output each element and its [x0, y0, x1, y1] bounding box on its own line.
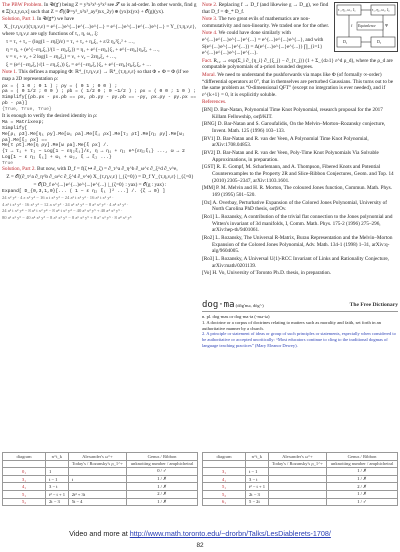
- reference-item: [Ro1] L. Rozansky, A contribution of the trivial flat connection to the Jones polynomial and Witten's invariant of 3d manifolds, I, Comm. Math. Phys. 175-2 (1996) 275–296, arXiv:hep-th/9401061.: [202, 214, 393, 234]
- table-row: [203, 475, 398, 483]
- fact-paragraph: [202, 58, 398, 71]
- genus-ribbon-cell: 1 / ✗: [327, 475, 398, 483]
- equation-eta: η = η₁ + (e^{−εη₂ξ₁}/(1 − εη₂ξ₁)) = η₁ + e^{−εη₂}ξ₁ + e^{−εη₂}η₂ξ₁ + …,: [6, 46, 160, 53]
- table-subheader: Today's / Rozansky's ρ_1^+: [268, 460, 326, 468]
- table-row: [203, 498, 398, 506]
- references-heading: References.: [202, 99, 227, 106]
- note-2-text: Replacing f → D_f (and likewise g → D_g), we find that D_f = Φ_* D_f.: [202, 2, 329, 15]
- code-output: True: [2, 160, 14, 166]
- equation-xi: ξ = (e^{−εη₂ξ₁}/(1 − εη₂ξ₁)) ξ₂ = e^{−εη₂ξ₁}ξ₂ + e^{−εη₂}η₂ξ₁ξ₂ + …: [6, 61, 152, 68]
- table-header: n^t_k: [246, 453, 269, 461]
- alexander-cell: t² − t + 1: [46, 490, 69, 498]
- table-row: [3, 490, 198, 498]
- equation-z-2: = 𝒪(D_f e^{...}e^{...}e^{...}e^{...} |_{ζ=0} : yax) = 𝒪(g : yax) :: [33, 181, 167, 188]
- diagram-label-f: f: [351, 23, 353, 28]
- equation-where: where τ,η,ν,ε are ugly functions of τ₁, η, ω₁, ξ:: [2, 31, 99, 38]
- table-subheader: [246, 460, 269, 468]
- problem-paragraph: [2, 2, 198, 15]
- diagram-label-middle: Equivalence: [358, 24, 376, 28]
- dictionary-excerpt: [202, 300, 398, 450]
- dictionary-entry-title: [202, 299, 264, 310]
- table-header-row: [203, 453, 398, 461]
- knot-table-left: [2, 452, 198, 506]
- reference-item: [Ro3] L. Rozansky, A Universal U(1)-RCC Invariant of Links and Rationality Conjecture, arXiv:math/0201139.: [202, 256, 389, 269]
- polynomial-line: 24 x² y² · 4 ε x² y² − 16 a t x² y² − 24 a² t x² y² · 16 a³ t x² y² ·: [2, 195, 114, 201]
- table-row: [203, 483, 398, 491]
- alexander-cell: t² − t + 1: [246, 483, 269, 491]
- code-line: Simplify[{ρb.ρx - ρx.ρb == ρx, ρb.ρy - ρy.ρb == -ρy, ρx.ρy - ρy.ρx == ρb - ρa}]: [2, 95, 197, 106]
- code-block-2: [2, 120, 198, 166]
- dictionary-definition-1: 1. A doctrine or a corpus of doctrines relating to matters such as morality and faith, set forth in an authoritative manner by a church.: [202, 319, 381, 331]
- knot-diagram-cell: 3₁: [203, 468, 246, 476]
- table-header-row: [3, 453, 198, 461]
- code-output: {True, True, True}: [2, 106, 52, 112]
- diagram-label-top-left: τ₁, η₁, ω₁, ξ₁: [338, 8, 356, 12]
- genus-ribbon-cell: 1 / ✗: [127, 498, 198, 506]
- code-block-1: [2, 84, 198, 113]
- rho-cell: 5t − 4: [68, 498, 126, 506]
- knot-diagram-cell: 6₁: [203, 498, 246, 506]
- note-1-text: This defines a mapping Φ: ℝ⁴_{τ,η,ν,ε} → ℝ⁴_{τ,η,ν,ε} so that Φ ∘ Φ = Φ (if we map a 2D representation ρ:: [2, 69, 189, 82]
- table-subheader: [203, 460, 246, 468]
- knot-table-right-body: [203, 468, 398, 506]
- table-row: [203, 468, 398, 476]
- right-column: [202, 2, 398, 300]
- knot-diagram-cell: 4₁: [3, 483, 46, 491]
- dictionary-pos: n. pl. dog·mas or dog·ma·ta (-mə-tə): [202, 314, 270, 319]
- alexander-cell: 3 − t: [246, 475, 269, 483]
- diagram-label-d2: D₂: [377, 39, 382, 44]
- table-row: [3, 475, 198, 483]
- genus-ribbon-cell: 1 / ✗: [127, 483, 198, 491]
- polynomial-line: 80 a³ x³ y⁵ − 40 a⁴ x³ y⁵ − 8 a⁵ x³ y⁵ − 8 a⁶ x³ y⁵ + 8 a⁷ x³ y⁵ · 8 a⁸ x³ y⁵: [2, 214, 132, 220]
- knot-table-right: [202, 452, 398, 506]
- rho-cell: [268, 498, 326, 506]
- genus-ribbon-cell: 1 / ✗: [327, 468, 398, 476]
- table-subheader: [46, 460, 69, 468]
- dictionary-headword: dog·ma: [202, 299, 235, 310]
- reference-item: [Oz] A. Overbay, Perturbative Expansion of the Colored Jones Polynomial, University of North Carolina PhD thesis, ωεβ/Ov.: [202, 199, 387, 213]
- note-2-heading: Note 2.: [202, 2, 218, 8]
- rho-cell: [268, 468, 326, 476]
- polynomial-line: 24 a² t x² y⁴ − 8 a³ t x² y⁴ − 8 a⁴ t x² y⁴ − 40 a³ x² y⁵ + 40 a⁴ x³ y⁵ ·: [2, 208, 123, 214]
- problem-text: In 𝒰(𝔤') being Z = y³x²x³·y²x² see 𝒮 so is ad-order. In other words, find g ∈ ℤ[x,t,y,α,x] such that Z = 𝒪((𝒴=y²_x²x²_ay²)xx_2y) ⊕ (yx)x(yx) + 𝒪(g)(yx).: [2, 2, 197, 15]
- proof-text: It is enough to verify the desired identity in ρ:: [2, 112, 98, 119]
- solution-1-paragraph: [2, 16, 198, 23]
- genus-ribbon-cell: 2 / ✗: [327, 483, 398, 491]
- equation-tau: τ = τ₁ + τ₂ − (log(1 − εηξ)/ε) = τ₁ + τ₂ + η₂ξ₁ + ε/2 η₂²ξ₁² + …,: [6, 38, 135, 45]
- table-subheader: Today's / Rozansky's ρ_1^+: [68, 460, 126, 468]
- diagram-label-top-right: τ₂, η₂, ω₂, ξ₂: [372, 8, 390, 12]
- footer-video-link: [0, 529, 400, 538]
- reference-item: [Ro2] L. Rozansky, The Universal R-Matrix, Burau Representation and the Melvin–Morton Expansion of the Colored Jones Polynomial, Adv. Math. 134-1 (1998) 1–31, arXiv:q-alg/9604005.: [202, 235, 393, 255]
- moral-paragraph: [202, 72, 398, 98]
- knot-table-right-wrapper: [202, 452, 398, 526]
- moral-text: We need to understand the pushforwards via maps like Φ (of formally ∞-order) “differential operators at 0”, that in themselves are perturbed Gaussians. This turns out to be the same problem as “0-dimensional QFT” (except no integration is ever needed), and if ε^{k+1} = 0, it is explicitly soluble.: [202, 71, 394, 98]
- knot-diagram-cell: 5₁: [203, 483, 246, 491]
- problem-heading: The PBW Problem.: [2, 2, 43, 8]
- fact-text: R₁₂ → exp(Σ_i ∂_{η_i} ∂_{ξ_j} − ∂_{τ_j}) (1 + Σ_{d≥1} ε^d ρ_d), where the ρ_d are computable polynomials of a-priori bounded degrees.: [202, 57, 393, 71]
- dictionary-header: [202, 300, 398, 312]
- genus-ribbon-cell: 0 / ✓: [127, 468, 198, 476]
- fact-heading: Fact.: [202, 57, 213, 64]
- table-header: Alexander's ω^+: [268, 453, 326, 461]
- note-4-heading: Note 4.: [202, 30, 218, 37]
- table-subheader-row: [3, 460, 198, 468]
- knot-diagram-cell: 3₁: [3, 475, 46, 483]
- commutative-diagram: [334, 2, 398, 52]
- code-line: Ma = Matrixexp;: [2, 120, 45, 126]
- rho-cell: t: [68, 475, 126, 483]
- reference-item: [BV1] D. Bar-Natan and R. van der Veen, A Polynomial Time Knot Polynomial, arXiv:1708.04853.: [202, 135, 369, 149]
- video-url-link[interactable]: http://www.math.toronto.edu/~drorbn/Talks/LesDiablerets-1708/: [129, 529, 331, 538]
- solution-2-text: But now, with D_f = f(ζ ↦ ∂_ζ) = ∂_τ^a ∂_η^b ∂_ω^c ∂_ξ^d ∂_ν^e,: [37, 166, 178, 173]
- alexander-cell: 2t − 3: [46, 498, 69, 506]
- equation-z: Z = 𝒪((∂_τ^a ∂_η^b ∂_ω^c ∂_ξ^d ∂_ν^e) X_{τ,η,ν,ε} |_{ζ=0}) = D_f Y_{τ,η,ν,ε} |_{ζ=0}: [6, 174, 194, 181]
- code-line: ρa = ( 0 1/2 ; 0 0 ) ; ρb = ( 1/2 0 ; 0 −1/2 ) ; ρx = ( 0 0 ; 1 0 ) ;: [2, 89, 197, 95]
- rho-cell: [68, 468, 126, 476]
- reference-item: [GST] R. E. Gompf, M. Scharlemann, and A. Thompson, Fibered Knots and Potential Counterexamples to the Property 2R and Slice-Ribbon Conjectures, Geom. and Top. 14 (2010) 2305–2347, arXiv:1103.1601.: [202, 164, 394, 184]
- rho-cell: 2t³ + 3t: [68, 490, 126, 498]
- table-subheader: unknotting number / amphicheiral: [127, 460, 198, 468]
- table-header: diagram: [203, 453, 246, 461]
- polynomial-line: 4 a² t x² y² · 16 x³ y³ − 12 a x² y³ · 24 a² x² y³ − 8 a³ x² y³ · 4 a⁴ x² y³ ·: [2, 201, 129, 207]
- note-4-text: We could have done similarly with e^{...}e^{...}e^{...}e^{...} = e^{...}e^{...}e^{...}, and with S(e^{...}e^{...}e^{...}) = Δ(e^{...}e^{...}e^{...}) ∏_{i=1} e^{...}e^{...}e^{...}e^{...}.: [202, 30, 324, 57]
- table-header: n^t_k: [46, 453, 69, 461]
- solution-2-heading: Solution, Part 2.: [2, 166, 36, 173]
- equation-x: X_{τ,η,ν,ε}(τ,η,ν,ε) = e^{...}e^{...}e^{...}e^{...} = e^{...}e^{...}e^{...}e^{...} = Y_{τ,η,ν,ε},: [3, 23, 197, 30]
- table-row: [3, 483, 198, 491]
- alexander-cell: t − 1: [46, 475, 69, 483]
- table-row: [203, 490, 398, 498]
- left-column: [2, 2, 198, 450]
- alexander-cell: 5 − 2t: [246, 498, 269, 506]
- table-subheader: [3, 460, 46, 468]
- table-header: Alexander's ω^+: [68, 453, 126, 461]
- table-subheader: unknotting number / amphicheiral: [327, 460, 398, 468]
- note-3-text: The two great evils of mathematics are non-commutativity and non-linearity. We traded one for the other.: [202, 16, 330, 29]
- solution-1-text: In 𝒰(𝔤*) we have: [37, 16, 75, 23]
- knot-diagram-cell: 0₁: [3, 468, 46, 476]
- diagram-label-psi: Ψ: [385, 23, 388, 28]
- rho-cell: [68, 483, 126, 491]
- dictionary-brand: The Free Dictionary: [349, 301, 398, 308]
- alexander-cell: t − 1: [246, 468, 269, 476]
- code-line: {τ → τ₁ + τ₂ − Log[1 − εη₂ξ₁]/ε, η → η₁ + η₂ e^{εη₂ξ₁} ..., ω → 2 Log[1 − ε η₂ ξ₁] + ω₁ + ω₂, ξ → ξ₂ ...}: [2, 149, 185, 160]
- alexander-cell: 3 − t: [46, 483, 69, 491]
- code-line: Me[ρ₁ ρ3].Me[η₁ ρy].Me[ω₁ ρa].Me[ξ₁ ρx].Me[τ₂ ρt].Me[η₂ ρy].Me[ω₂ ρa].Me[ξ₂ ρx] ==: [2, 131, 185, 143]
- equation-nu: ν = ν₁ + ν₂ + 2 log(1 − εη₂ξ₁) = ν₁ + ν₂ − 2εη₂ξ₁ + …,: [6, 54, 117, 61]
- table-row: [3, 468, 198, 476]
- genus-ribbon-cell: 1 / ✗: [127, 475, 198, 483]
- dictionary-definition-2: 2. A principle or statement of ideas or group of such principles or statements, especially when considered to be authoritative or accepted uncritically: “Most educators continue to cling to the traditional dogmas of language teaching practices” (Mary Eleanor Dewey).: [202, 331, 396, 348]
- note-1-heading: Note 1.: [2, 69, 18, 76]
- code-line: ρx = ( 1 0 ; 0 1 ) ; ρy = ( 0 1 ; 0 0 ) ;: [2, 83, 118, 89]
- solution-1-heading: Solution, Part 1.: [2, 16, 36, 23]
- page-number: 82: [196, 542, 204, 549]
- genus-ribbon-cell: 1 / ✓: [327, 498, 398, 506]
- dictionary-body: [202, 314, 398, 349]
- moral-heading: Moral.: [202, 71, 216, 78]
- rho-cell: [268, 475, 326, 483]
- solution-2-paragraph: [2, 166, 198, 173]
- table-header: Genus / Ribbon: [127, 453, 198, 461]
- knot-diagram-cell: 5₂: [3, 498, 46, 506]
- genus-ribbon-cell: 1 / ✗: [327, 490, 398, 498]
- genus-ribbon-cell: 2 / ✗: [127, 490, 198, 498]
- note-1-paragraph: [2, 69, 198, 82]
- knot-diagram-cell: 5₂: [203, 490, 246, 498]
- rho-cell: [268, 490, 326, 498]
- reference-item: [BN] D. Bar-Natan, Polynomial Time Knot Polynomial, research proposal for the 2017 Killam Fellowship, ωεβ/KIT.: [202, 106, 383, 120]
- reference-item: [MM] P. M. Melvin and H. R. Morton, The coloured Jones function, Commun. Math. Phys. 169 (1995) 501–520.: [202, 185, 392, 198]
- alexander-cell: 2t − 3: [246, 490, 269, 498]
- knot-diagram-cell: 4₁: [203, 475, 246, 483]
- code-line: Expand[ D_{0,3,1,0}[... ( 1 − ε η₂ ξ₁ )² ...] /. {ζ → 0} ]: [2, 189, 166, 195]
- footer-prefix: Video and more at: [69, 529, 130, 538]
- diagram-label-d1: D₁: [343, 39, 348, 44]
- rho-cell: [268, 483, 326, 491]
- knot-table-left-wrapper: [2, 452, 198, 526]
- note-3-heading: Note 3.: [202, 16, 218, 23]
- code-line: Simplify[: [2, 125, 28, 131]
- knot-diagram-cell: 5₁: [3, 490, 46, 498]
- code-line: Me[τ ρt].Me[η ρy].Me[ω ρa].Me[ξ ρx] /.: [2, 143, 109, 149]
- reference-item: [BNG] D. Bar-Natan and S. Garoufalidis, On the Melvin–Morton–Rozansky conjecture, Invent. Math. 125 (1996) 103–133.: [202, 121, 386, 134]
- table-row: [3, 498, 198, 506]
- alexander-cell: 1: [46, 468, 69, 476]
- references-list: [202, 107, 398, 277]
- table-header: diagram: [3, 453, 46, 461]
- knot-table-left-body: [3, 468, 198, 506]
- table-subheader-row: [203, 460, 398, 468]
- reference-item: [Vo] H. Vo, University of Toronto Ph.D. thesis, in preparation.: [202, 270, 332, 277]
- table-header: Genus / Ribbon: [327, 453, 398, 461]
- dictionary-pronunciation: (dôg'mə, dŏg'-): [235, 302, 264, 308]
- reference-item: [BV2] D. Bar-Natan and R. van der Veen, Poly-Time Knot Polynomials Via Solvable Approximations, in preparation.: [202, 150, 379, 163]
- polynomial-output: [2, 195, 198, 221]
